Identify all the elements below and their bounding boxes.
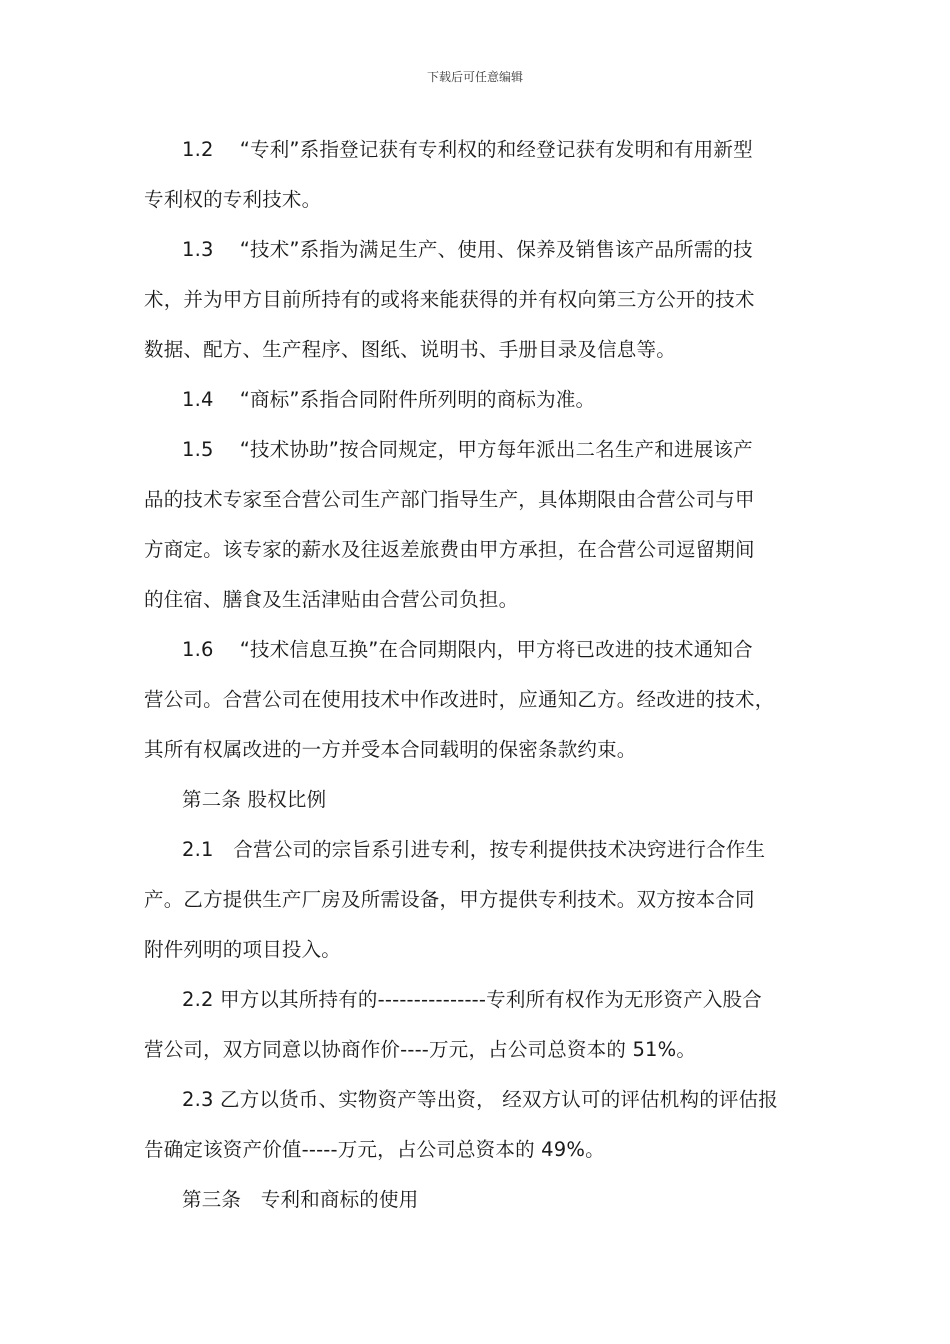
text-line: 1.6 “技术信息互换”在合同期限内，甲方将已改进的技术通知合 <box>182 638 753 661</box>
document-body <box>144 125 810 1225</box>
text-line: 品的技术专家至合营公司生产部门指导生产，具体期限由合营公司与甲 <box>144 488 755 511</box>
text-line: 附件列明的项目投入。 <box>144 938 342 961</box>
page-header: 下载后可任意编辑 <box>426 70 523 84</box>
text-line: 第三条 专利和商标的使用 <box>182 1188 419 1211</box>
text-line: 营公司，双方同意以协商作价----万元，占公司总资本的 51%。 <box>144 1038 697 1061</box>
text-line: 1.5 “技术协助”按合同规定，甲方每年派出二名生产和进展该产 <box>182 438 753 461</box>
text-line: 营公司。合营公司在使用技术中作改进时，应通知乙方。经改进的技术， <box>144 688 775 711</box>
text-line: 第二条 股权比例 <box>182 788 327 811</box>
text-line: 术，并为甲方目前所持有的或将来能获得的并有权向第三方公开的技术 <box>144 288 755 311</box>
text-line: 数据、配方、生产程序、图纸、说明书、手册目录及信息等。 <box>144 338 676 361</box>
text-line: 2.1 合营公司的宗旨系引进专利，按专利提供技术决窍进行合作生 <box>182 838 766 861</box>
text-line: 方商定。该专家的薪水及往返差旅费由甲方承担，在合营公司逗留期间 <box>144 538 755 561</box>
text-line: 产。乙方提供生产厂房及所需设备，甲方提供专利技术。双方按本合同 <box>144 888 755 911</box>
text-line: 专利权的专利技术。 <box>144 188 322 211</box>
text-line: 1.2 “专利”系指登记获有专利权的和经登记获有发明和有用新型 <box>182 138 753 161</box>
text-line: 1.3 “技术”系指为满足生产、使用、保养及销售该产品所需的技 <box>182 238 753 261</box>
text-line: 告确定该资产价值-----万元，占公司总资本的 49%。 <box>144 1138 605 1161</box>
text-line: 2.2 甲方以其所持有的---------------专利所有权作为无形资产入股合 <box>182 988 762 1011</box>
text-line: 2.3 乙方以货币、实物资产等出资， 经双方认可的评估机构的评估报 <box>182 1088 779 1111</box>
text-line: 其所有权属改进的一方并受本合同载明的保密条款约束。 <box>144 738 637 761</box>
text-line: 1.4 “商标”系指合同附件所列明的商标为准。 <box>182 388 596 411</box>
text-line: 的住宿、膳食及生活津贴由合营公司负担。 <box>144 588 519 611</box>
